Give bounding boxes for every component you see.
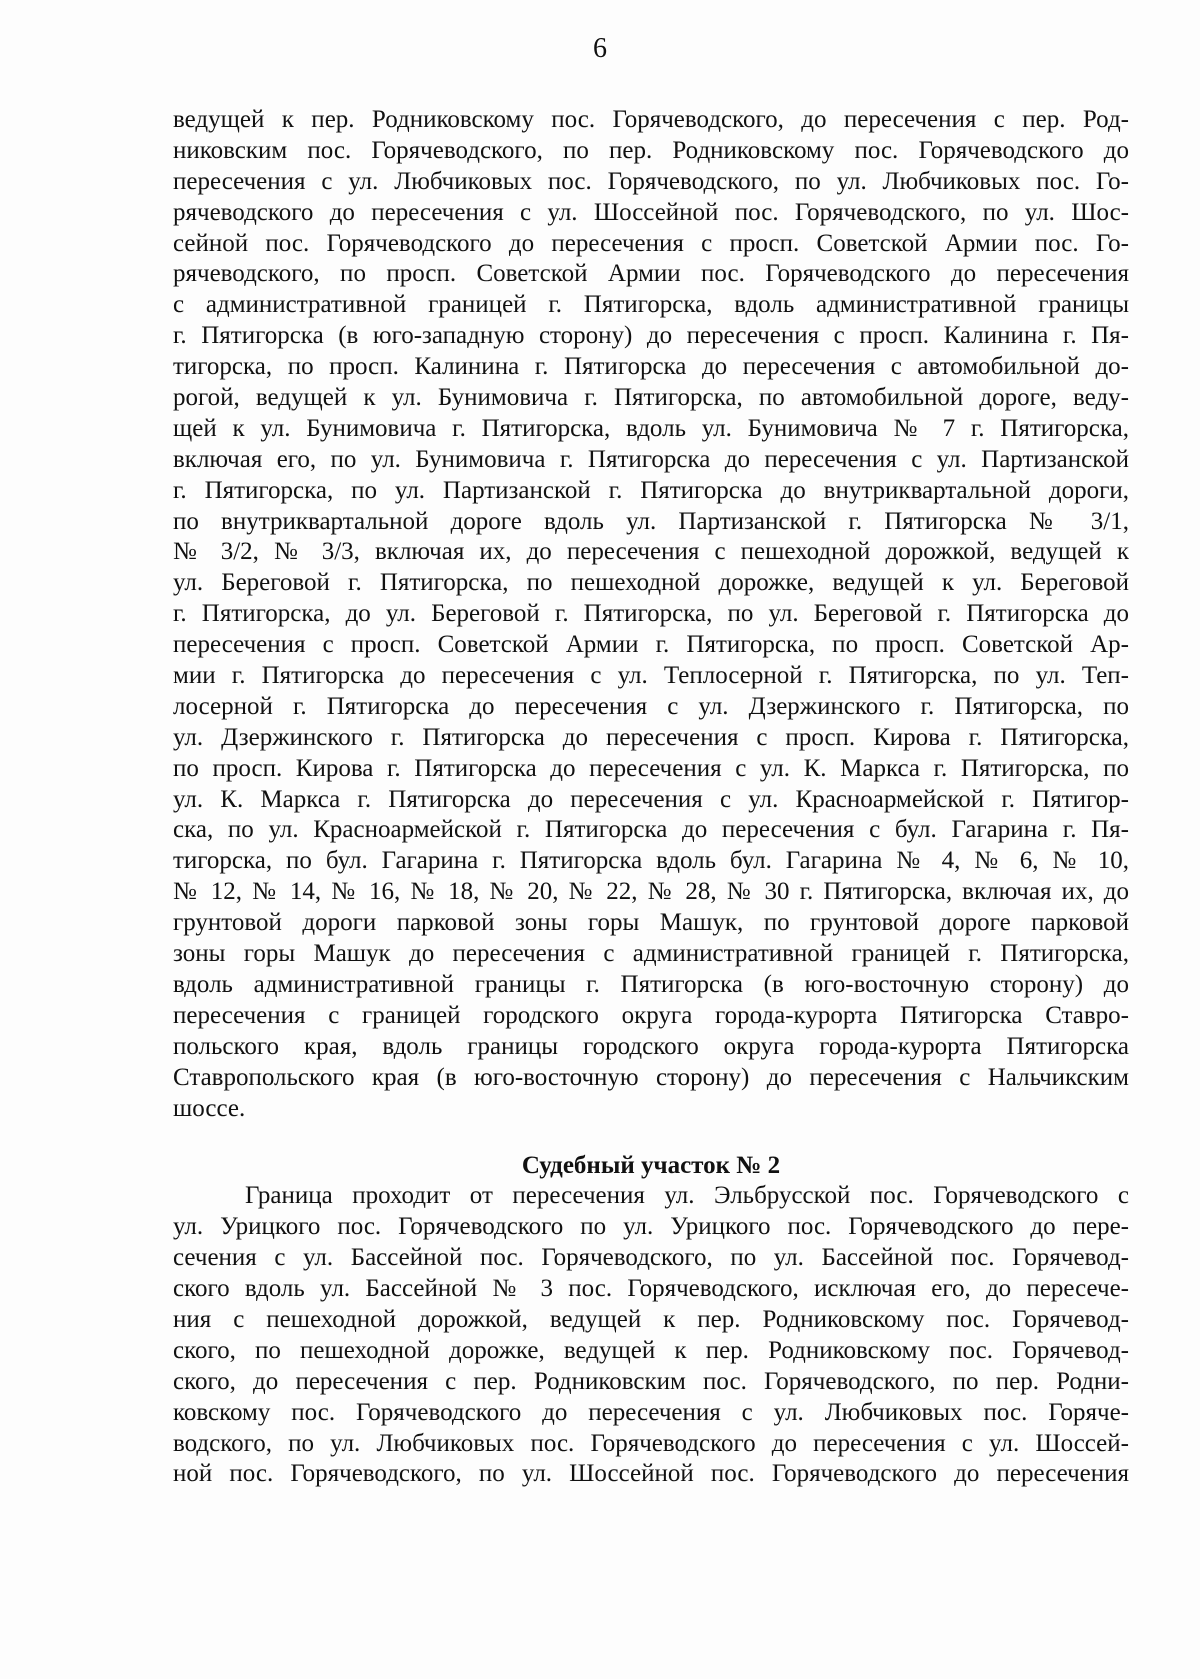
text-line: ния с пешеходной дорожкой, ведущей к пер. Родниковскому пос. Горячевод- [173, 1305, 1129, 1333]
text-line: сейной пос. Горячеводского до пересечения с просп. Советской Армии пос. Го- [173, 229, 1129, 257]
text-line: грунтовой дороги парковой зоны горы Машук, по грунтовой дороге парковой [173, 909, 1129, 937]
text-line: ковскому пос. Горячеводского до пересечения с ул. Любчиковых пос. Горяче- [173, 1398, 1129, 1426]
section-1-paragraph [173, 105, 1129, 1124]
text-line: г. Пятигорска, по ул. Партизанской г. Пятигорска до внутриквартальной дороги, [173, 476, 1129, 504]
text-line: рогой, ведущей к ул. Бунимовича г. Пятигорска, по автомобильной дороге, веду- [173, 384, 1129, 412]
section-heading: Судебный участок № 2 [521, 1152, 781, 1180]
document-body [173, 105, 1129, 1490]
text-line: никовским пос. Горячеводского, по пер. Родниковскому пос. Горячеводского до [173, 136, 1129, 164]
text-line: пересечения с просп. Советской Армии г. Пятигорска, по просп. Советской Ар- [173, 631, 1129, 659]
text-line: № 12, № 14, № 16, № 18, № 20, № 22, № 28, № 30 г. Пятигорска, включая их, до [173, 878, 1129, 906]
text-line: ведущей к пер. Родниковскому пос. Горячеводского, до пересечения с пер. Род- [173, 106, 1129, 133]
text-line: ной пос. Горячеводского, по ул. Шоссейной пос. Горячеводского до пересечения [173, 1460, 1129, 1488]
text-line: ул. К. Маркса г. Пятигорска до пересечения с ул. Красноармейской г. Пятигор- [173, 785, 1129, 813]
text-line: щей к ул. Бунимовича г. Пятигорска, вдоль ул. Бунимовича № 7 г. Пятигорска, [173, 414, 1129, 442]
text-line: лосерной г. Пятигорска до пересечения с ул. Дзержинского г. Пятигорска, по [173, 692, 1129, 720]
text-line: г. Пятигорска, до ул. Береговой г. Пятигорска, по ул. Береговой г. Пятигорска до [173, 600, 1129, 628]
text-line: включая его, по ул. Бунимовича г. Пятигорска до пересечения с ул. Партизанской [173, 445, 1129, 473]
text-line: ского, до пересечения с пер. Родниковским пос. Горячеводского, по пер. Родни- [173, 1367, 1129, 1395]
text-line: польского края, вдоль границы городского округа города-курорта Пятигорска [173, 1032, 1129, 1060]
text-line: сечения с ул. Бассейной пос. Горячеводского, по ул. Бассейной пос. Горячевод- [173, 1244, 1129, 1272]
text-line: Граница проходит от пересечения ул. Эльбрусской пос. Горячеводского с [245, 1182, 1129, 1210]
text-line: тигорска, по просп. Калинина г. Пятигорска до пересечения с автомобильной до- [173, 353, 1129, 381]
text-line: по внутриквартальной дороге вдоль ул. Партизанской г. Пятигорска № 3/1, [173, 507, 1129, 535]
text-line: по просп. Кирова г. Пятигорска до пересечения с ул. К. Маркса г. Пятигорска, по [173, 754, 1129, 782]
page-number: 6 [593, 33, 607, 64]
text-line: зоны горы Машук до пересечения с административной границей г. Пятигорска, [173, 940, 1129, 968]
text-line: рячеводского до пересечения с ул. Шоссейной пос. Горячеводского, по ул. Шос- [173, 198, 1129, 226]
text-line: ул. Береговой г. Пятигорска, по пешеходной дорожке, ведущей к ул. Береговой [173, 569, 1129, 597]
section-2-paragraph [173, 1181, 1129, 1490]
text-line: ул. Урицкого пос. Горячеводского по ул. Урицкого пос. Горячеводского до пере- [173, 1213, 1129, 1241]
text-line: шоссе. [173, 1094, 246, 1122]
text-line: пересечения с ул. Любчиковых пос. Горячеводского, по ул. Любчиковых пос. Го- [173, 167, 1129, 195]
text-line: водского, по ул. Любчиковых пос. Горячеводского до пересечения с ул. Шоссей- [173, 1429, 1129, 1457]
text-line: тигорска, по бул. Гагарина г. Пятигорска вдоль бул. Гагарина № 4, № 6, № 10, [173, 847, 1129, 875]
text-line: рячеводского, по просп. Советской Армии пос. Горячеводского до пересечения [173, 260, 1129, 288]
text-line: с административной границей г. Пятигорска, вдоль административной границы [173, 291, 1129, 319]
text-line: ска, по ул. Красноармейской г. Пятигорска до пересечения с бул. Гагарина г. Пя- [173, 816, 1129, 844]
text-line: пересечения с границей городского округа города-курорта Пятигорска Ставро- [173, 1001, 1129, 1029]
text-line: ул. Дзержинского г. Пятигорска до пересечения с просп. Кирова г. Пятигорска, [173, 723, 1129, 751]
text-line: Ставропольского края (в юго-восточную сторону) до пересечения с Нальчикским [173, 1063, 1129, 1091]
text-line: ского вдоль ул. Бассейной № 3 пос. Горячеводского, исключая его, до пересече- [173, 1275, 1129, 1303]
text-line: ского, по пешеходной дорожке, ведущей к пер. Родниковскому пос. Горячевод- [173, 1336, 1129, 1364]
text-line: г. Пятигорска (в юго-западную сторону) до пересечения с просп. Калинина г. Пя- [173, 322, 1129, 350]
text-line: вдоль административной границы г. Пятигорска (в юго-восточную сторону) до [173, 970, 1129, 998]
text-line: мии г. Пятигорска до пересечения с ул. Теплосерной г. Пятигорска, по ул. Теп- [173, 662, 1129, 690]
text-line: № 3/2, № 3/3, включая их, до пересечения с пешеходной дорожкой, ведущей к [173, 538, 1129, 566]
